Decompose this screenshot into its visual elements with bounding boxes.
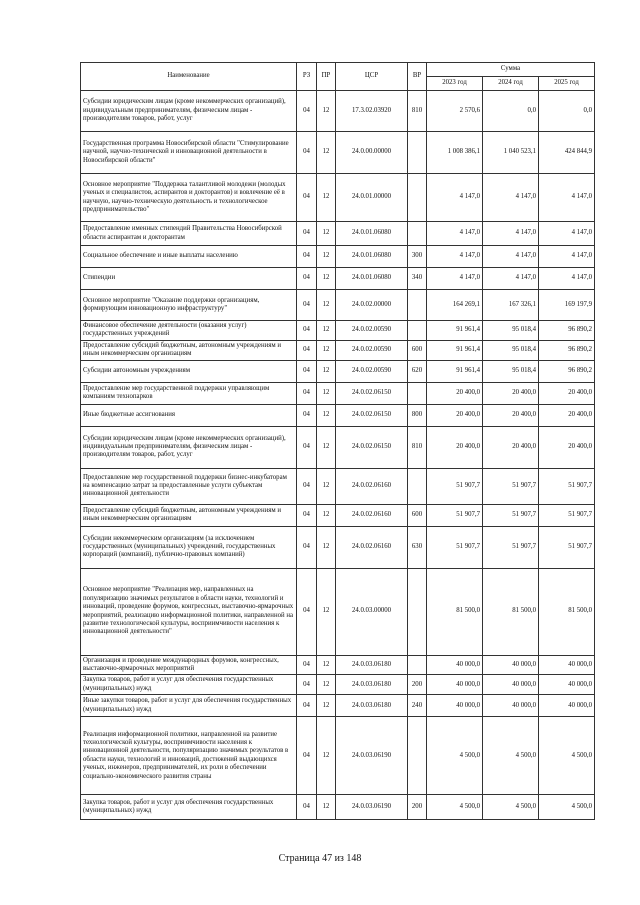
cell-name: Субсидии юридическим лицам (кроме некоммерческих организаций), индивидуальным предпринимателям, физическим лицам - производителям товаров, работ, услуг	[81, 426, 297, 468]
cell-2023: 2 570,6	[427, 91, 483, 132]
cell-csr: 24.0.03.00000	[336, 568, 408, 655]
cell-name: Реализация информационной политики, направленной на развитие технологической культуры, восприимчивости населения к инновационной деятельности, популяризацию значимых результатов в области науки, технологий и инноваций, достижений выдающихся ученых, инженеров, предпринимателей, их роли в обеспечении социально-экономического развития страны	[81, 717, 297, 795]
cell-vr: 200	[408, 675, 427, 695]
cell-2025: 96 890,2	[539, 340, 595, 360]
cell-2023: 51 907,7	[427, 526, 483, 568]
cell-rz: 04	[297, 360, 317, 382]
table-row	[81, 246, 595, 268]
cell-pr: 12	[317, 91, 336, 132]
cell-pr: 12	[317, 717, 336, 795]
table-row	[81, 321, 595, 341]
cell-csr: 24.0.03.06180	[336, 655, 408, 675]
cell-name: Закупка товаров, работ и услуг для обеспечения государственных (муниципальных) нужд	[81, 675, 297, 695]
cell-csr: 24.0.02.06150	[336, 404, 408, 426]
cell-2025: 51 907,7	[539, 468, 595, 504]
cell-name: Предоставление мер государственной поддержки бизнес-инкубаторам на компенсацию затрат за предоставленные услуги субъектам инновационной деятельности	[81, 468, 297, 504]
cell-name: Социальное обеспечение и иные выплаты населению	[81, 246, 297, 268]
cell-name: Организация и проведение международных форумов, конгрессных, выставочно-ярмарочных мероприятий	[81, 655, 297, 675]
cell-name: Закупка товаров, работ и услуг для обеспечения государственных (муниципальных) нужд	[81, 795, 297, 820]
table-row	[81, 360, 595, 382]
cell-2023: 4 147,0	[427, 222, 483, 246]
table-row	[81, 404, 595, 426]
cell-rz: 04	[297, 426, 317, 468]
cell-rz: 04	[297, 340, 317, 360]
cell-pr: 12	[317, 268, 336, 290]
cell-pr: 12	[317, 246, 336, 268]
cell-name: Основное мероприятие "Реализация мер, направленных на популяризацию значимых результатов в области науки, технологий и инноваций, проведение форумов, конгрессных, выставочно-ярмарочных мероприятий, реализацию информационной политики, направленной на развитие технологической культуры, восприимчивости населения к инновационной деятельности"	[81, 568, 297, 655]
cell-2023: 91 961,4	[427, 340, 483, 360]
cell-pr: 12	[317, 795, 336, 820]
cell-pr: 12	[317, 655, 336, 675]
table-row	[81, 91, 595, 132]
cell-rz: 04	[297, 174, 317, 222]
cell-pr: 12	[317, 526, 336, 568]
cell-pr: 12	[317, 360, 336, 382]
cell-rz: 04	[297, 655, 317, 675]
cell-vr: 240	[408, 695, 427, 717]
cell-vr: 630	[408, 526, 427, 568]
cell-rz: 04	[297, 795, 317, 820]
cell-name: Финансовое обеспечение деятельности (оказания услуг) государственных учреждений	[81, 321, 297, 341]
table-row	[81, 526, 595, 568]
cell-vr	[408, 717, 427, 795]
cell-2024: 4 147,0	[483, 222, 539, 246]
cell-2023: 4 147,0	[427, 174, 483, 222]
cell-csr: 24.0.02.06160	[336, 526, 408, 568]
cell-rz: 04	[297, 132, 317, 174]
cell-csr: 24.0.02.00000	[336, 290, 408, 321]
cell-2024: 40 000,0	[483, 695, 539, 717]
cell-name: Иные закупки товаров, работ и услуг для обеспечения государственных (муниципальных) нужд	[81, 695, 297, 717]
table-row	[81, 468, 595, 504]
cell-2024: 51 907,7	[483, 468, 539, 504]
cell-rz: 04	[297, 382, 317, 404]
budget-table	[80, 62, 595, 820]
cell-2025: 20 400,0	[539, 382, 595, 404]
cell-2025: 4 500,0	[539, 717, 595, 795]
cell-rz: 04	[297, 268, 317, 290]
cell-2025: 169 197,9	[539, 290, 595, 321]
header-2024: 2024 год	[483, 77, 539, 91]
page-number: Страница 47 из 148	[278, 853, 362, 864]
cell-vr: 810	[408, 91, 427, 132]
cell-csr: 24.0.02.06160	[336, 504, 408, 526]
cell-pr: 12	[317, 468, 336, 504]
cell-2025: 51 907,7	[539, 526, 595, 568]
cell-csr: 24.0.03.06190	[336, 795, 408, 820]
table-row	[81, 340, 595, 360]
cell-name: Субсидии юридическим лицам (кроме некоммерческих организаций), индивидуальным предпринимателям, физическим лицам - производителям товаров, работ, услуг	[81, 91, 297, 132]
table-row	[81, 795, 595, 820]
cell-2023: 40 000,0	[427, 675, 483, 695]
cell-2024: 0,0	[483, 91, 539, 132]
table-body	[81, 91, 595, 820]
table-row	[81, 504, 595, 526]
cell-csr: 24.0.03.06180	[336, 675, 408, 695]
cell-name: Субсидии некоммерческим организациям (за исключением государственных (муниципальных) учреждений, государственных корпораций (компаний), публично-правовых компаний)	[81, 526, 297, 568]
cell-2023: 4 147,0	[427, 246, 483, 268]
cell-2023: 51 907,7	[427, 504, 483, 526]
cell-2025: 20 400,0	[539, 426, 595, 468]
cell-2025: 40 000,0	[539, 695, 595, 717]
cell-csr: 24.0.00.00000	[336, 132, 408, 174]
cell-name: Предоставление субсидий бюджетным, автономным учреждениям и иным некоммерческим организациям	[81, 340, 297, 360]
header-2025: 2025 год	[539, 77, 595, 91]
cell-2023: 1 008 386,1	[427, 132, 483, 174]
cell-2024: 20 400,0	[483, 382, 539, 404]
cell-rz: 04	[297, 404, 317, 426]
table-row	[81, 132, 595, 174]
cell-vr: 300	[408, 246, 427, 268]
cell-2024: 40 000,0	[483, 675, 539, 695]
cell-2025: 4 147,0	[539, 246, 595, 268]
cell-2024: 20 400,0	[483, 404, 539, 426]
cell-pr: 12	[317, 290, 336, 321]
cell-2024: 20 400,0	[483, 426, 539, 468]
cell-2025: 96 890,2	[539, 321, 595, 341]
cell-csr: 24.0.01.06080	[336, 268, 408, 290]
cell-2024: 1 040 523,1	[483, 132, 539, 174]
cell-vr: 810	[408, 426, 427, 468]
cell-csr: 24.0.02.06150	[336, 426, 408, 468]
header-sum: Сумма	[427, 63, 595, 77]
cell-csr: 24.0.03.06190	[336, 717, 408, 795]
table-row	[81, 268, 595, 290]
cell-2024: 167 326,1	[483, 290, 539, 321]
cell-rz: 04	[297, 468, 317, 504]
cell-rz: 04	[297, 675, 317, 695]
cell-name: Основное мероприятие "Поддержка талантливой молодежи (молодых ученых и специалистов, аспирантов и докторантов) и вовлечение её в научную, научно-техническую деятельность и технологическое предпринимательство"	[81, 174, 297, 222]
cell-vr	[408, 222, 427, 246]
cell-name: Иные бюджетные ассигнования	[81, 404, 297, 426]
cell-name: Стипендии	[81, 268, 297, 290]
cell-rz: 04	[297, 91, 317, 132]
cell-csr: 24.0.01.06080	[336, 246, 408, 268]
table-row	[81, 426, 595, 468]
cell-2024: 4 500,0	[483, 795, 539, 820]
cell-2024: 4 147,0	[483, 174, 539, 222]
cell-csr: 24.0.02.00590	[336, 340, 408, 360]
cell-2023: 4 500,0	[427, 717, 483, 795]
cell-vr	[408, 174, 427, 222]
cell-csr: 24.0.03.06180	[336, 695, 408, 717]
cell-vr: 340	[408, 268, 427, 290]
cell-2023: 91 961,4	[427, 321, 483, 341]
table-row	[81, 568, 595, 655]
cell-name: Основное мероприятие "Оказание поддержки организациям, формирующим инновационную инфраструктуру"	[81, 290, 297, 321]
cell-pr: 12	[317, 132, 336, 174]
cell-2025: 40 000,0	[539, 675, 595, 695]
header-csr: ЦСР	[336, 63, 408, 91]
cell-2024: 95 018,4	[483, 321, 539, 341]
cell-2023: 4 500,0	[427, 795, 483, 820]
cell-rz: 04	[297, 717, 317, 795]
cell-rz: 04	[297, 222, 317, 246]
cell-vr	[408, 568, 427, 655]
cell-2023: 51 907,7	[427, 468, 483, 504]
cell-2023: 40 000,0	[427, 655, 483, 675]
cell-pr: 12	[317, 382, 336, 404]
cell-rz: 04	[297, 568, 317, 655]
cell-2025: 424 844,9	[539, 132, 595, 174]
header-rz: РЗ	[297, 63, 317, 91]
cell-rz: 04	[297, 526, 317, 568]
cell-2024: 4 500,0	[483, 717, 539, 795]
cell-2025: 4 147,0	[539, 174, 595, 222]
header-2023: 2023 год	[427, 77, 483, 91]
cell-2024: 95 018,4	[483, 340, 539, 360]
cell-rz: 04	[297, 695, 317, 717]
cell-name: Предоставление именных стипендий Правительства Новосибирской области аспирантам и докторантам	[81, 222, 297, 246]
cell-name: Государственная программа Новосибирской области "Стимулирование научной, научно-технической и инновационной деятельности в Новосибирской области"	[81, 132, 297, 174]
cell-2025: 4 147,0	[539, 268, 595, 290]
cell-vr: 200	[408, 795, 427, 820]
cell-2025: 0,0	[539, 91, 595, 132]
cell-csr: 24.0.01.06080	[336, 222, 408, 246]
cell-pr: 12	[317, 321, 336, 341]
cell-2024: 40 000,0	[483, 655, 539, 675]
cell-rz: 04	[297, 290, 317, 321]
table-row	[81, 222, 595, 246]
cell-rz: 04	[297, 504, 317, 526]
header-name: Наименование	[81, 63, 297, 91]
cell-2025: 51 907,7	[539, 504, 595, 526]
cell-vr: 620	[408, 360, 427, 382]
cell-2025: 96 890,2	[539, 360, 595, 382]
cell-2025: 4 500,0	[539, 795, 595, 820]
cell-csr: 24.0.02.06150	[336, 382, 408, 404]
cell-vr: 600	[408, 340, 427, 360]
cell-vr	[408, 132, 427, 174]
cell-vr	[408, 655, 427, 675]
cell-2024: 95 018,4	[483, 360, 539, 382]
cell-vr: 600	[408, 504, 427, 526]
cell-name: Предоставление субсидий бюджетным, автономным учреждениям и иным некоммерческим организациям	[81, 504, 297, 526]
cell-2025: 4 147,0	[539, 222, 595, 246]
table-row	[81, 382, 595, 404]
cell-rz: 04	[297, 246, 317, 268]
cell-csr: 24.0.02.00590	[336, 360, 408, 382]
cell-2023: 91 961,4	[427, 360, 483, 382]
cell-csr: 17.3.02.03920	[336, 91, 408, 132]
cell-2023: 20 400,0	[427, 404, 483, 426]
cell-pr: 12	[317, 504, 336, 526]
table-row	[81, 695, 595, 717]
cell-vr	[408, 321, 427, 341]
cell-pr: 12	[317, 404, 336, 426]
cell-vr	[408, 468, 427, 504]
cell-pr: 12	[317, 675, 336, 695]
cell-csr: 24.0.02.06160	[336, 468, 408, 504]
cell-pr: 12	[317, 174, 336, 222]
header-pr: ПР	[317, 63, 336, 91]
cell-2023: 164 269,1	[427, 290, 483, 321]
cell-2023: 4 147,0	[427, 268, 483, 290]
cell-2025: 81 500,0	[539, 568, 595, 655]
table-row	[81, 717, 595, 795]
cell-2025: 20 400,0	[539, 404, 595, 426]
cell-vr	[408, 382, 427, 404]
cell-pr: 12	[317, 695, 336, 717]
cell-2024: 4 147,0	[483, 246, 539, 268]
cell-2023: 20 400,0	[427, 426, 483, 468]
cell-pr: 12	[317, 426, 336, 468]
cell-csr: 24.0.01.00000	[336, 174, 408, 222]
cell-2025: 40 000,0	[539, 655, 595, 675]
cell-vr	[408, 290, 427, 321]
cell-name: Субсидии автономным учреждениям	[81, 360, 297, 382]
cell-vr: 800	[408, 404, 427, 426]
table-row	[81, 174, 595, 222]
table-row	[81, 290, 595, 321]
cell-name: Предоставление мер государственной поддержки управляющим компаниям технопарков	[81, 382, 297, 404]
cell-2024: 81 500,0	[483, 568, 539, 655]
cell-2023: 40 000,0	[427, 695, 483, 717]
cell-2023: 20 400,0	[427, 382, 483, 404]
cell-2023: 81 500,0	[427, 568, 483, 655]
cell-pr: 12	[317, 222, 336, 246]
table-row	[81, 675, 595, 695]
cell-pr: 12	[317, 568, 336, 655]
cell-2024: 51 907,7	[483, 504, 539, 526]
cell-2024: 51 907,7	[483, 526, 539, 568]
cell-rz: 04	[297, 321, 317, 341]
cell-csr: 24.0.02.00590	[336, 321, 408, 341]
table-header	[81, 63, 595, 91]
header-vr: ВР	[408, 63, 427, 91]
cell-2024: 4 147,0	[483, 268, 539, 290]
table-row	[81, 655, 595, 675]
cell-pr: 12	[317, 340, 336, 360]
